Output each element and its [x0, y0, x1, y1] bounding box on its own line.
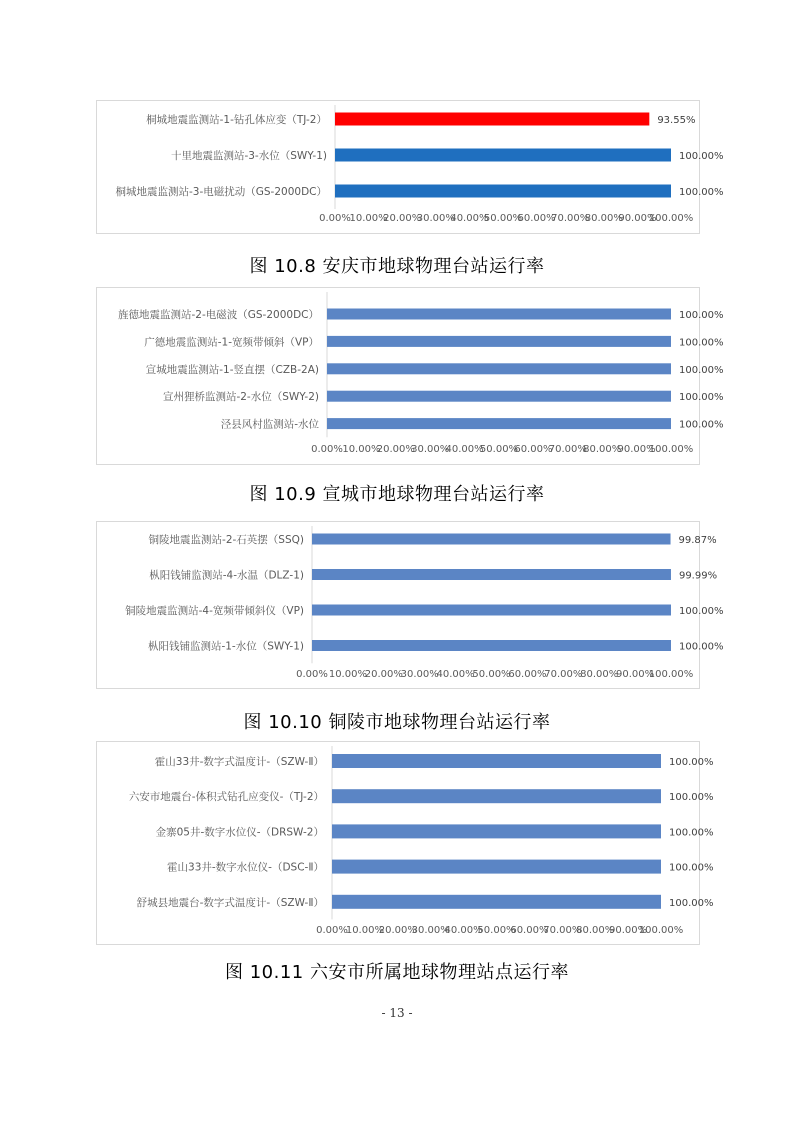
- x-tick-label: 80.00%: [576, 925, 615, 936]
- x-tick-label: 70.00%: [548, 444, 587, 455]
- category-label: 旌德地震监测站-2-电磁波（GS-2000DC）: [118, 309, 319, 321]
- x-tick-label: 10.00%: [345, 925, 384, 936]
- chart-xuancheng: [96, 287, 724, 465]
- x-tick-label: 60.00%: [517, 213, 556, 224]
- bar: [327, 418, 671, 429]
- x-tick-label: 100.00%: [638, 925, 684, 936]
- chart-luan: [96, 741, 714, 945]
- x-tick-label: 60.00%: [514, 444, 553, 455]
- bar: [312, 534, 671, 545]
- bar: [335, 113, 649, 126]
- category-label: 宣州狸桥监测站-2-水位（SWY-2): [162, 391, 319, 404]
- bar: [335, 185, 671, 198]
- x-tick-label: 100.00%: [648, 669, 694, 680]
- value-label: 100.00%: [669, 897, 714, 909]
- x-tick-label: 100.00%: [648, 444, 694, 455]
- x-tick-label: 70.00%: [543, 925, 582, 936]
- x-tick-label: 0.00%: [319, 213, 351, 224]
- chart-xuancheng-svg: [97, 288, 724, 464]
- category-label: 霍山33井-数字式温度计-（SZW-Ⅱ）: [154, 756, 324, 768]
- x-tick-label: 20.00%: [376, 444, 415, 455]
- x-tick-label: 70.00%: [551, 213, 590, 224]
- value-label: 100.00%: [669, 827, 714, 839]
- x-tick-label: 20.00%: [378, 925, 417, 936]
- category-label: 桐城地震监测站-3-电磁扰动（GS-2000DC）: [115, 186, 327, 198]
- category-label: 枞阳钱铺监测站-1-水位（SWY-1): [147, 640, 304, 653]
- category-label: 舒城县地震台-数字式温度计-（SZW-Ⅱ）: [136, 896, 324, 909]
- bar: [332, 789, 661, 803]
- x-tick-label: 50.00%: [477, 925, 516, 936]
- value-label: 100.00%: [679, 641, 724, 653]
- x-tick-label: 50.00%: [483, 213, 523, 224]
- page-number: - 13 -: [381, 1006, 413, 1020]
- caption-anqing: 图 10.8 安庆市地球物理台站运行率: [249, 256, 545, 277]
- value-label: 100.00%: [679, 337, 724, 349]
- x-tick-label: 0.00%: [296, 669, 328, 680]
- x-tick-label: 70.00%: [544, 669, 583, 680]
- category-label: 泾县风村监测站-水位: [220, 418, 319, 431]
- x-tick-label: 40.00%: [450, 213, 489, 224]
- value-label: 100.00%: [679, 187, 724, 198]
- bar: [335, 149, 671, 162]
- x-tick-label: 20.00%: [383, 213, 422, 224]
- x-tick-label: 30.00%: [416, 213, 455, 224]
- value-label: 100.00%: [669, 792, 714, 804]
- caption-tongling: 图 10.10 铜陵市地球物理台站运行率: [243, 712, 551, 733]
- category-label: 桐城地震监测站-1-钻孔体应变（TJ-2）: [146, 114, 327, 126]
- x-tick-label: 60.00%: [508, 669, 547, 680]
- chart-luan-svg: [97, 742, 714, 944]
- x-tick-label: 30.00%: [411, 925, 450, 936]
- value-label: 100.00%: [679, 310, 724, 321]
- value-label: 100.00%: [679, 151, 724, 162]
- chart-anqing: [96, 100, 724, 234]
- category-label: 铜陵地震监测站-2-石英摆（SSQ): [148, 534, 304, 546]
- bar: [332, 824, 661, 838]
- x-tick-label: 80.00%: [583, 444, 622, 455]
- category-label: 金寨05井-数字水位仪-（DRSW-2）: [155, 826, 324, 839]
- x-tick-label: 100.00%: [648, 213, 694, 224]
- x-tick-label: 10.00%: [328, 669, 367, 680]
- x-tick-label: 80.00%: [584, 213, 623, 224]
- bar: [312, 605, 671, 616]
- x-tick-label: 90.00%: [617, 444, 656, 455]
- x-tick-label: 20.00%: [364, 669, 403, 680]
- bar: [327, 363, 671, 374]
- bar: [332, 895, 661, 909]
- value-label: 100.00%: [679, 606, 724, 617]
- chart-tongling-svg: [97, 522, 724, 688]
- x-tick-label: 80.00%: [580, 669, 619, 680]
- caption-xuancheng: 图 10.9 宣城市地球物理台站运行率: [249, 484, 545, 505]
- x-tick-label: 90.00%: [609, 925, 648, 936]
- x-tick-label: 90.00%: [616, 669, 655, 680]
- value-label: 100.00%: [669, 757, 714, 768]
- x-tick-label: 40.00%: [436, 669, 475, 680]
- chart-tongling: [96, 521, 724, 689]
- caption-luan: 图 10.11 六安市所属地球物理站点运行率: [225, 962, 569, 983]
- bar: [332, 860, 661, 874]
- bar: [327, 309, 671, 320]
- value-label: 100.00%: [679, 419, 724, 431]
- x-tick-label: 50.00%: [479, 444, 519, 455]
- bar: [332, 754, 661, 768]
- x-tick-label: 10.00%: [342, 444, 381, 455]
- category-label: 六安市地震台-体积式钻孔应变仪-（TJ-2）: [128, 791, 324, 804]
- x-tick-label: 90.00%: [618, 213, 657, 224]
- value-label: 100.00%: [669, 862, 714, 874]
- x-tick-label: 0.00%: [311, 444, 343, 455]
- value-label: 99.87%: [678, 535, 717, 546]
- bar: [327, 391, 671, 402]
- x-tick-label: 30.00%: [411, 444, 450, 455]
- value-label: 93.55%: [657, 115, 696, 126]
- value-label: 99.99%: [678, 570, 718, 582]
- x-tick-label: 60.00%: [510, 925, 549, 936]
- bar: [312, 569, 671, 580]
- category-label: 枞阳钱铺监测站-4-水温（DLZ-1): [149, 569, 304, 582]
- x-tick-label: 50.00%: [472, 669, 511, 680]
- bar: [327, 336, 671, 347]
- x-tick-label: 40.00%: [444, 925, 483, 936]
- category-label: 霍山33井-数字水位仪-（DSC-Ⅱ）: [167, 861, 324, 874]
- chart-anqing-svg: [97, 101, 724, 233]
- x-tick-label: 10.00%: [349, 213, 388, 224]
- category-label: 十里地震监测站-3-水位（SWY-1): [170, 150, 327, 162]
- bar: [312, 640, 671, 651]
- category-label: 铜陵地震监测站-4-宽频带倾斜仪（VP): [125, 605, 304, 617]
- x-tick-label: 40.00%: [445, 444, 484, 455]
- category-label: 宣城地震监测站-1-竖直摆（CZB-2A): [145, 363, 319, 376]
- value-label: 100.00%: [679, 392, 724, 404]
- x-tick-label: 30.00%: [400, 669, 439, 680]
- x-tick-label: 0.00%: [316, 925, 348, 936]
- value-label: 100.00%: [679, 364, 724, 376]
- category-label: 广德地震监测站-1-宽频带倾斜（VP）: [144, 336, 319, 349]
